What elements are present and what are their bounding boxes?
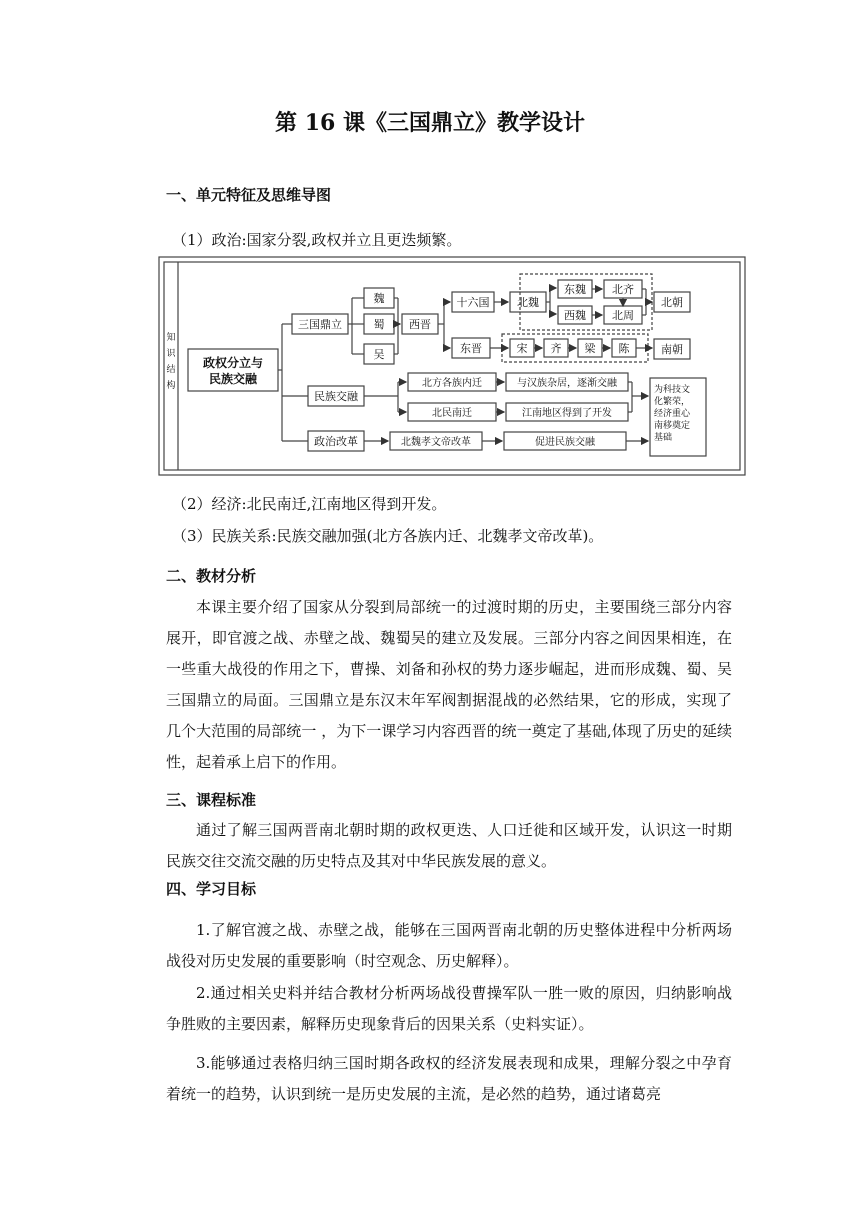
section-1-item-1: （1）政治:国家分裂,政权并立且更迭频繁。	[172, 231, 462, 249]
node-zaju: 与汉族杂居，逐渐交融	[517, 378, 617, 389]
result-line-5: 基础	[654, 433, 673, 443]
section-1-item-2: （2）经济:北民南迁,江南地区得到开发。	[172, 495, 447, 513]
branch-3-label: 政治改革	[314, 435, 358, 448]
node-dongwei: 东魏	[564, 283, 586, 296]
page-title: 第 16 课《三国鼎立》教学设计	[275, 110, 585, 136]
node-shu: 蜀	[373, 318, 385, 331]
node-liang: 梁	[584, 342, 596, 355]
section-4-heading: 四、学习目标	[166, 880, 257, 898]
mind-map-figure	[158, 256, 748, 478]
side-label-char-1: 知	[166, 333, 176, 343]
node-wei: 魏	[373, 292, 385, 305]
node-dongjin: 东晋	[460, 342, 482, 355]
node-nanqian: 北民南迁	[432, 408, 472, 419]
section-3-heading: 三、课程标准	[166, 791, 257, 809]
side-label-char-4: 构	[166, 381, 176, 391]
node-song: 宋	[516, 342, 528, 355]
node-gaige: 北魏孝文帝改革	[401, 437, 471, 448]
side-label-char-3: 结	[166, 365, 176, 375]
section-2-heading: 二、教材分析	[166, 567, 257, 585]
section-3-body: 通过了解三国两晋南北朝时期的政权更迭、人口迁徙和区域开发，认识这一时期民族交往交流交融的历史特点及其对中华民族发展的意义。	[166, 821, 732, 870]
side-label-char-2: 识	[166, 349, 176, 359]
node-nanchao: 南朝	[661, 343, 683, 356]
section-2-body: 本课主要介绍了国家从分裂到局部统一的过渡时期的历史，主要围绕三部分内容展开，即官渡之战、赤壁之战、魏蜀吴的建立及发展。三部分内容之间因果相连，在一些重大战役的作用之下，曹操、刘备和孙权的势力逐步崛起，进而形成魏、蜀、吴三国鼎立的局面。三国鼎立是东汉末年军阀割据混战的必然结果，它的形成，实现了几个大范围的局部统一 ，为下一课学习内容西晋的统一奠定了基础,体现了历史的延续性，起着承上启下的作用。	[166, 598, 732, 771]
learning-goal-3: 3.能够通过表格归纳三国时期各政权的经济发展表现和成果，理解分裂之中孕育着统一的趋势，认识到统一是历史发展的主流，是必然的趋势，通过诸葛亮	[166, 1054, 732, 1103]
node-xijin: 西晋	[409, 318, 431, 331]
node-neiqian: 北方各族内迁	[422, 378, 482, 389]
section-1-item-3: （3）民族关系:民族交融加强(北方各族内迁、北魏孝文帝改革)。	[172, 527, 604, 545]
branch-1-label: 三国鼎立	[298, 318, 342, 331]
result-line-2: 化繁荣，	[654, 397, 691, 407]
result-line-1: 为科技文	[654, 385, 691, 395]
node-beiwei: 北魏	[517, 296, 539, 309]
root-text-2: 民族交融	[208, 372, 258, 386]
node-jiangnan: 江南地区得到了开发	[522, 408, 612, 419]
node-wu: 吴	[373, 348, 385, 361]
node-beichao: 北朝	[661, 296, 683, 309]
learning-goal-1: 1.了解官渡之战、赤壁之战，能够在三国两晋南北朝的历史整体进程中分析两场战役对历史发展的重要影响（时空观念、历史解释）。	[166, 921, 732, 970]
result-line-3: 经济重心	[654, 409, 691, 419]
result-line-4: 南移奠定	[654, 421, 691, 431]
node-cujin: 促进民族交融	[535, 437, 595, 448]
root-text-1: 政权分立与	[202, 356, 264, 370]
branch-2-label: 民族交融	[314, 390, 358, 403]
node-qi: 齐	[550, 342, 562, 355]
section-1-heading: 一、单元特征及思维导图	[166, 186, 332, 204]
node-chen: 陈	[618, 342, 630, 355]
node-beiqi: 北齐	[612, 283, 634, 296]
node-beizhou: 北周	[612, 309, 634, 322]
node-shiliuguo: 十六国	[456, 296, 490, 309]
node-xiwei: 西魏	[564, 309, 586, 322]
learning-goal-2: 2.通过相关史料并结合教材分析两场战役曹操军队一胜一败的原因，归纳影响战争胜败的主要因素，解释历史现象背后的因果关系（史料实证）。	[166, 984, 732, 1033]
